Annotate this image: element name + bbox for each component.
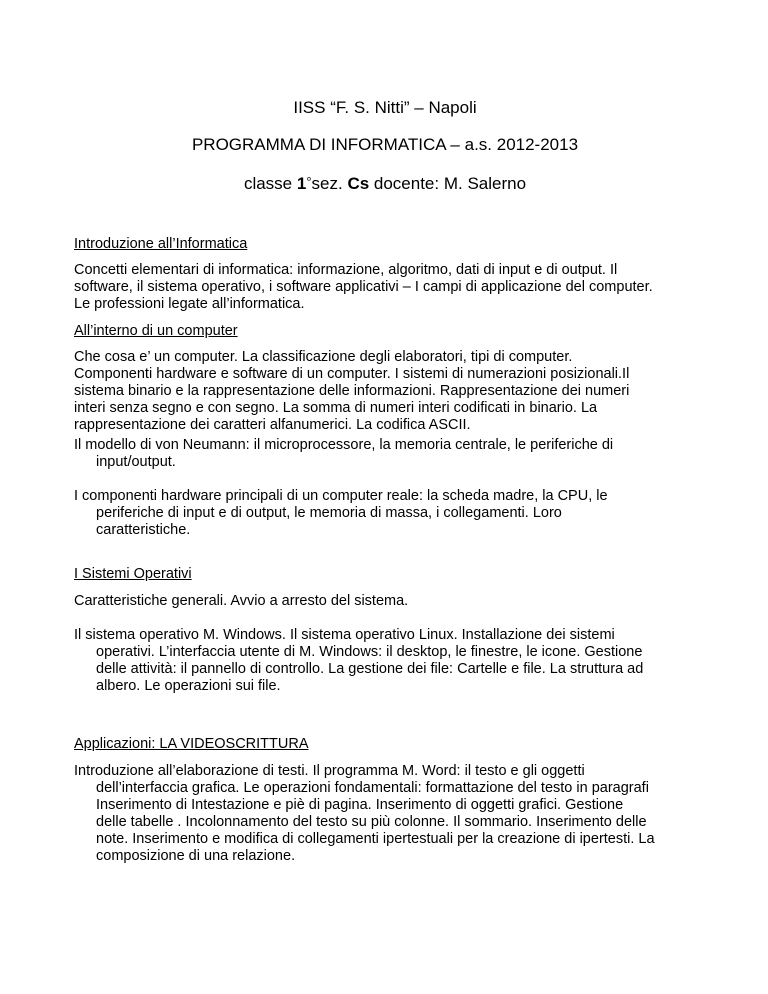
text-line: input/output.: [96, 454, 176, 470]
paragraph-intro-1: [74, 262, 714, 313]
text-line: albero. Le operazioni sui file.: [96, 678, 281, 694]
section-title-computer: All’interno di un computer: [74, 323, 238, 339]
text-line: operativi. L’interfaccia utente di M. Windows: il desktop, le finestre, le icone. Gestione: [96, 644, 643, 660]
text-line: Concetti elementari di informatica: informazione, algoritmo, dati di input e di output. Il: [74, 262, 618, 278]
text-line: composizione di una relazione.: [96, 848, 296, 864]
class-degree: °: [306, 174, 312, 189]
program-title: PROGRAMMA DI INFORMATICA – a.s. 2012-2013: [191, 135, 579, 154]
section-title-word: Applicazioni: LA VIDEOSCRITTURA: [74, 736, 309, 752]
section-title-intro: Introduzione all’Informatica: [74, 236, 248, 252]
text-line: delle tabelle . Incolonnamento del testo su più colonne. Il sommario. Inserimento delle: [96, 814, 647, 830]
text-line: Il modello di von Neumann: il microprocessore, la memoria centrale, le periferiche di: [74, 437, 614, 453]
paragraph-computer-1: [74, 349, 714, 434]
paragraph-computer-2: [74, 437, 714, 471]
text-line: Che cosa e’ un computer. La classificazione degli elaboratori, tipi di computer.: [74, 349, 573, 365]
text-line: periferiche di input e di output, le memoria di massa, i collegamenti. Loro: [96, 505, 562, 521]
text-line: delle attività: il pannello di controllo. La gestione dei file: Cartelle e file. La struttura ad: [96, 661, 644, 677]
paragraph-os-1: [74, 593, 714, 610]
text-line: I componenti hardware principali di un computer reale: la scheda madre, la CPU, le: [74, 488, 608, 504]
paragraph-computer-3: [74, 488, 714, 539]
section-title-os: I Sistemi Operativi: [74, 566, 192, 582]
text-line: rappresentazione dei caratteri alfanumerici. La codifica ASCII.: [74, 417, 471, 433]
class-value: 1: [296, 174, 307, 193]
text-line: sistema binario e la rappresentazione delle informazioni. Rappresentazione dei numeri: [74, 383, 630, 399]
text-line: Introduzione all’elaborazione di testi. Il programma M. Word: il testo e gli oggetti: [74, 763, 585, 779]
text-line: caratteristiche.: [96, 522, 191, 538]
class-prefix: classe: [243, 174, 297, 193]
text-line: note. Inserimento e modifica di collegamenti ipertestuali per la creazione di ipertesti. La: [96, 831, 655, 847]
section-value: Cs: [347, 174, 370, 193]
text-line: Inserimento di Intestazione e piè di pagina. Inserimento di oggetti grafici. Gestione: [96, 797, 624, 813]
text-line: Le professioni legate all’informatica.: [74, 296, 305, 312]
class-info: [74, 172, 696, 194]
text-line: software, il sistema operativo, i software applicativi – I campi di applicazione del computer.: [74, 279, 653, 295]
text-line: Caratteristiche generali. Avvio a arresto del sistema.: [74, 593, 409, 609]
text-line: Componenti hardware e software di un computer. I sistemi di numerazioni posizionali.Il: [74, 366, 630, 382]
text-line: Il sistema operativo M. Windows. Il sistema operativo Linux. Installazione dei sistemi: [74, 627, 615, 643]
section-prefix: sez.: [311, 174, 348, 193]
paragraph-os-2: [74, 627, 714, 695]
teacher: docente: M. Salerno: [369, 174, 527, 193]
school-name: IISS “F. S. Nitti” – Napoli: [293, 98, 477, 117]
text-line: dell’interfaccia grafica. Le operazioni fondamentali: formattazione del testo in paragrafi: [96, 780, 649, 796]
text-line: interi senza segno e con segno. La somma di numeri interi codificati in binario. La: [74, 400, 598, 416]
paragraph-word-1: [74, 763, 714, 865]
